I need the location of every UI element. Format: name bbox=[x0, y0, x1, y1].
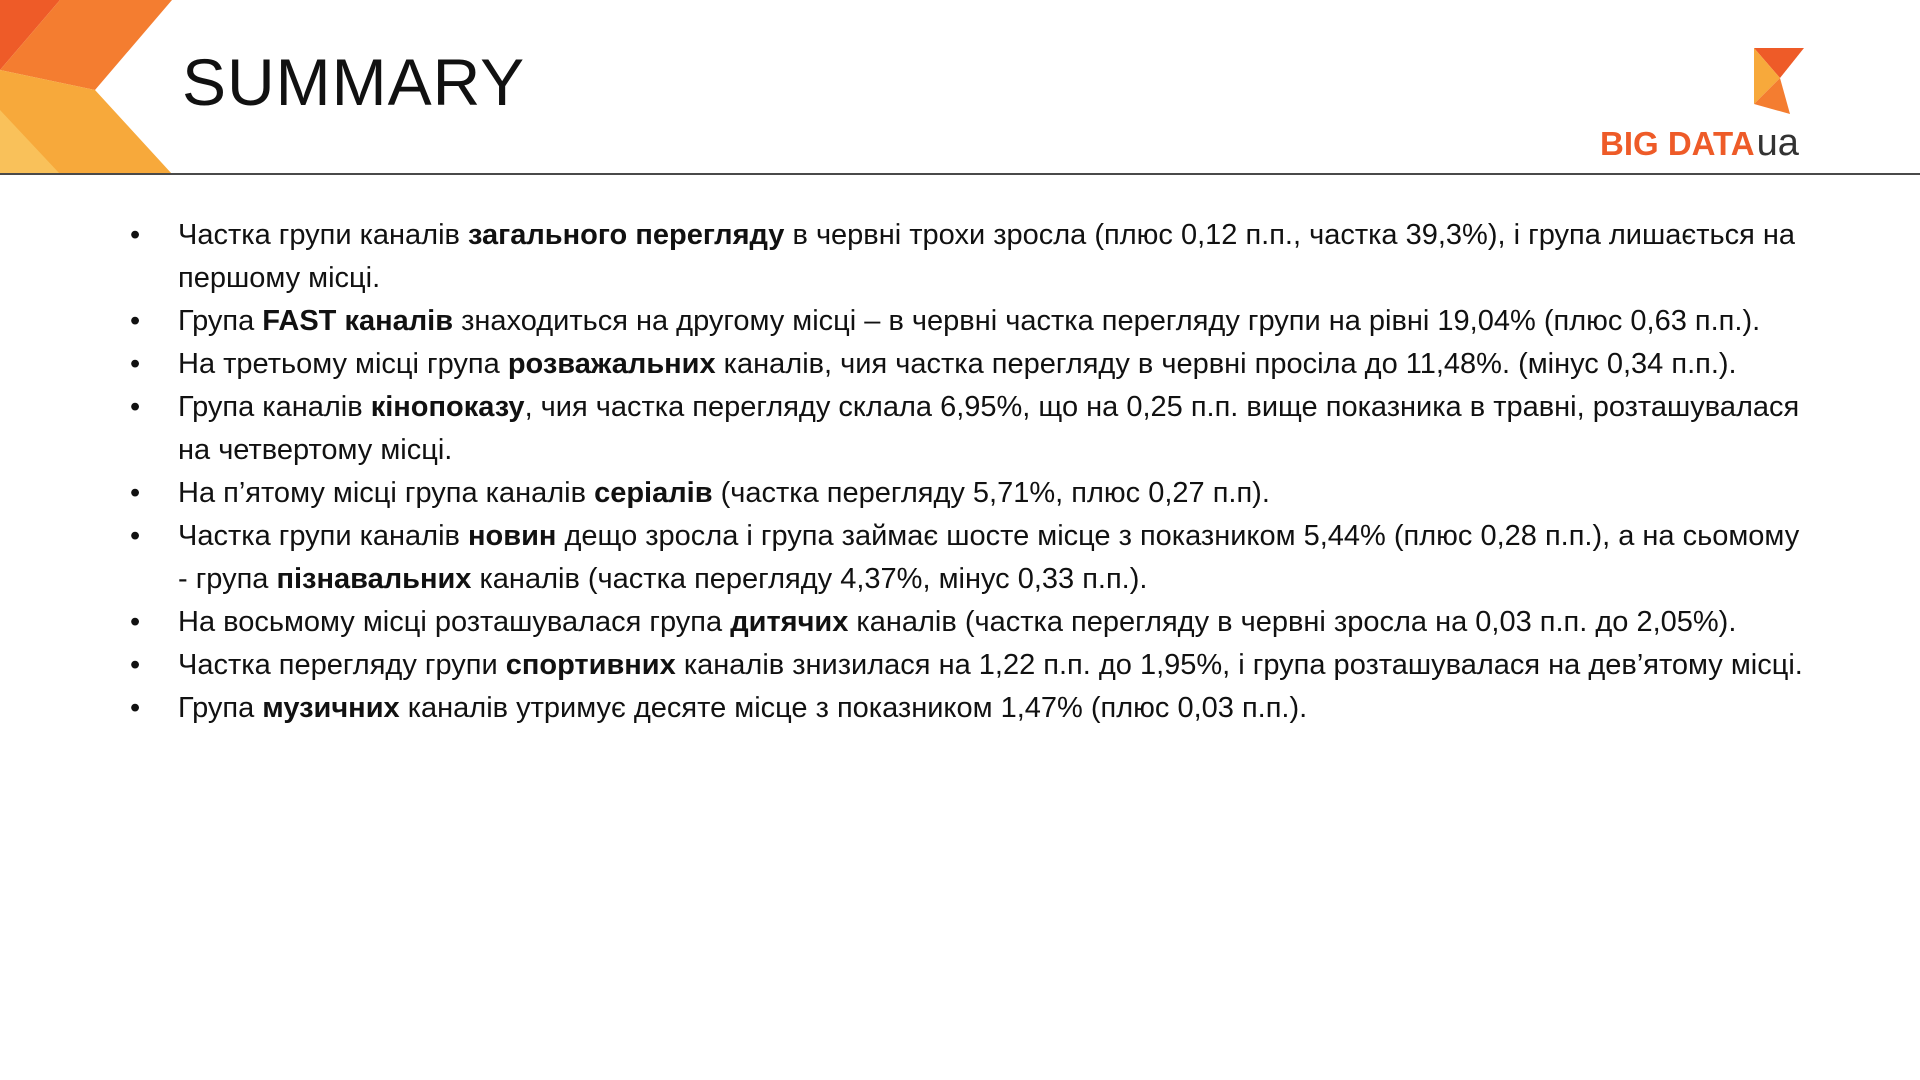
item-text: Частка перегляду групи bbox=[178, 649, 506, 681]
item-emphasis: FAST каналів bbox=[262, 305, 454, 337]
item-text: На третьому місці група bbox=[178, 348, 508, 380]
item-text: каналів знизилася на 1,22 п.п. до 1,95%, і група розташувалася на дев’ятому місці. bbox=[675, 649, 1803, 681]
item-emphasis: серіалів bbox=[594, 477, 713, 509]
item-text: Частка групи каналів bbox=[178, 219, 469, 251]
slide-title: SUMMARY bbox=[182, 45, 526, 119]
summary-item bbox=[130, 214, 1810, 300]
summary-item bbox=[130, 515, 1810, 601]
item-emphasis: загального перегляду bbox=[468, 219, 785, 251]
logo-wordmark bbox=[1600, 122, 1799, 165]
item-emphasis: новин bbox=[468, 520, 557, 552]
summary-item bbox=[130, 687, 1810, 730]
item-emphasis: музичних bbox=[262, 692, 400, 724]
item-text: знаходиться на другому місці – в червні частка перегляду групи на рівні 19,04% (плюс 0,63 п.п.). bbox=[453, 305, 1761, 337]
logo-brand-text: BIG DATA bbox=[1600, 125, 1755, 162]
summary-item bbox=[130, 343, 1810, 386]
corner-decoration bbox=[0, 0, 180, 174]
item-text: в червні трохи зросла (плюс 0,12 п.п., частка 39,3%), і група лишається на першому місці. bbox=[178, 219, 1795, 294]
item-text: каналів утримує десяте місце з показником 1,47% (плюс 0,03 п.п.). bbox=[399, 692, 1308, 724]
bigdata-logo bbox=[1600, 46, 1830, 162]
summary-item bbox=[130, 644, 1810, 687]
item-emphasis: кінопоказу bbox=[370, 391, 525, 423]
bigdata-flag-icon bbox=[1750, 46, 1810, 116]
item-text: На п’ятому місці група каналів bbox=[178, 477, 595, 509]
item-text: Група каналів bbox=[178, 391, 371, 423]
header-divider bbox=[0, 173, 1920, 175]
item-emphasis: спортивних bbox=[505, 649, 676, 681]
summary-list bbox=[130, 214, 1810, 730]
item-emphasis: пізнавальних bbox=[276, 563, 472, 595]
summary-item bbox=[130, 386, 1810, 472]
item-text: Група bbox=[178, 305, 263, 337]
summary-item bbox=[130, 300, 1810, 343]
logo-suffix-text: ua bbox=[1756, 122, 1799, 164]
item-text: дещо зросла і група займає шосте місце з показником 5,44% (плюс 0,28 п.п.), а на сьомому - група bbox=[178, 520, 1800, 595]
item-text: , чия частка перегляду склала 6,95%, що на 0,25 п.п. вище показника в травні, розташувалася на четвертому місці. bbox=[178, 391, 1800, 466]
summary-item bbox=[130, 472, 1810, 515]
item-emphasis: розважальних bbox=[507, 348, 716, 380]
item-text: каналів (частка перегляду в червні зросла на 0,03 п.п. до 2,05%). bbox=[848, 606, 1737, 638]
item-emphasis: дитячих bbox=[730, 606, 849, 638]
summary-item bbox=[130, 601, 1810, 644]
item-text: Група bbox=[178, 692, 263, 724]
item-text: каналів (частка перегляду 4,37%, мінус 0,33 п.п.). bbox=[471, 563, 1148, 595]
item-text: На восьмому місці розташувалася група bbox=[178, 606, 731, 638]
item-text: Частка групи каналів bbox=[178, 520, 469, 552]
item-text: каналів, чия частка перегляду в червні просіла до 11,48%. (мінус 0,34 п.п.). bbox=[715, 348, 1737, 380]
item-text: (частка перегляду 5,71%, плюс 0,27 п.п). bbox=[712, 477, 1270, 509]
